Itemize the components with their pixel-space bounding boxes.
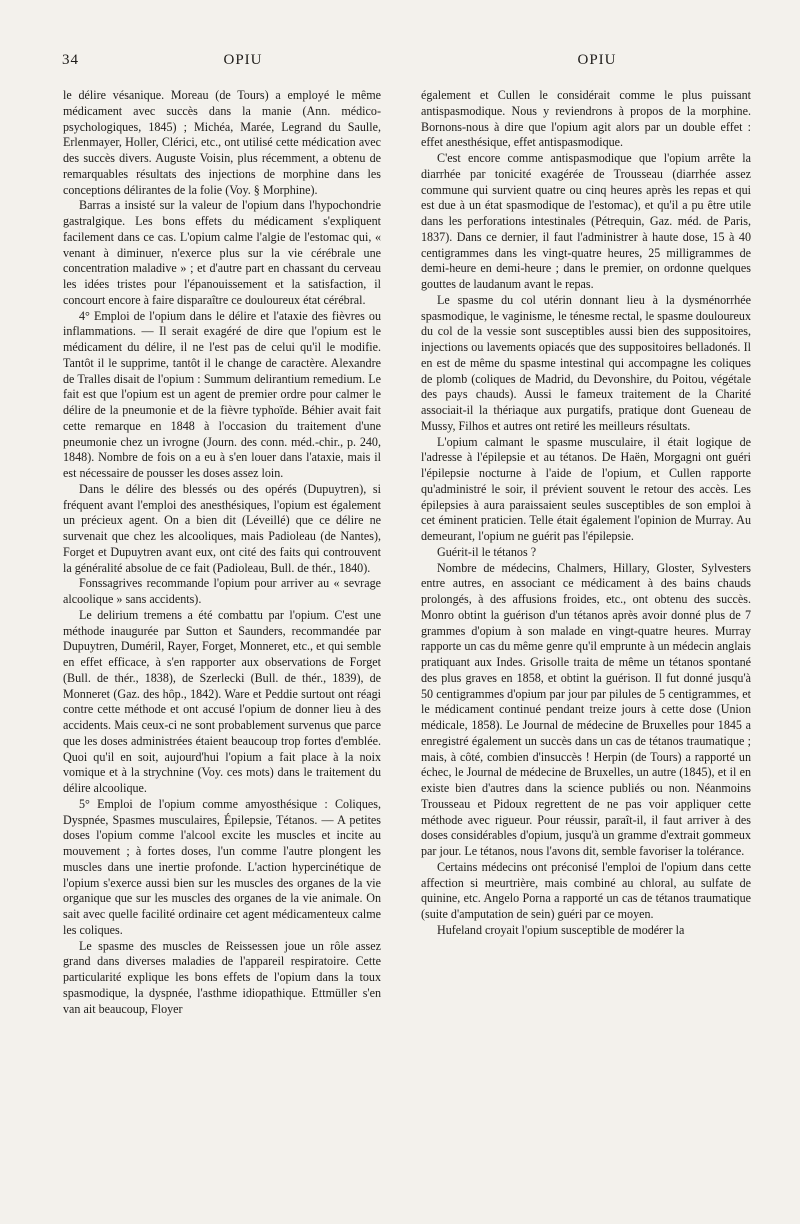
paragraph: Fonssagrives recommande l'opium pour arriver au « sevrage alcoolique » sans accidents).: [63, 576, 381, 606]
paragraph: également et Cullen le considérait comme le plus puissant antispasmodique. Nous y reviendrons à propos de la morphine. Bornons-nous à dire que l'opium agit alors par un double effet : effet anesthésique, effet antispasmodique.: [421, 88, 751, 150]
paragraph: Le spasme des muscles de Reissessen joue un rôle assez grand dans diverses maladies de l'appareil respiratoire. Cette particularité explique les bons effets de l'opium dans la toux spasmodique, la dyspnée, l'asthme idiopathique. Ettmüller s'en van ait beaucoup, Floyer: [63, 938, 381, 1016]
paragraph: C'est encore comme antispasmodique que l'opium arrête la diarrhée par tonicité exagérée de Trousseau (diarrhée assez commune qui survient quatre ou cinq heures après les repas et qui est due à un état spasmodique de l'estomac), et qu'il a pu être utile dans les perforations intestinales (Pétrequin, Gaz. méd. de Paris, 1837). Dans ce dernier, il faut l'administrer à haute dose, 15 à 40 centigrammes dans les vingt-quatre heures, 25 milligrammes de demi-heure en demi-heure ; dans le premier, on ordonne quelques gouttes de laudanum avant le repas.: [421, 151, 751, 291]
paragraph: Guérit-il le tétanos ?: [437, 544, 537, 559]
paragraph: Barras a insisté sur la valeur de l'opium dans l'hypochondrie gastralgique. Les bons effets du médicament s'expliquent facilement dans ce cas. L'opium calme l'algie de l'estomac qui, « venant à diminuer, n'exerce plus sur la vie cérébrale une concentration maladive » ; et d'autre part en chassant du cerveau les idées tristes pour l'épanouissement et la satisfaction, il concourt encore à faire disparaître ce douloureux état cérébral.: [63, 198, 381, 307]
running-head-left: OPIU: [223, 52, 263, 68]
paragraph: Nombre de médecins, Chalmers, Hillary, Gloster, Sylvesters entre autres, en associant ce médicament à des bains chauds prolongés, à des affusions froides, etc., ont obtenu des succès. Monro obtint la guérison d'un tétanos après avoir donné plus de 7 grammes d'opium à son malade en vingt-quatre heures. Murray rapporte un cas du même genre qu'il emprunte à un médecin anglais pratiquant aux Indes. Grisolle traita de même un tétanos spontané des plus graves en 1858, et obtint la guérison. Il fut donné jusqu'à 50 centigrammes d'opium par jour par pilules de 5 centigrammes, et le médicament continué pendant treize jours à cette dose (Union médicale, 1858). Le Journal de médecine de Bruxelles pour 1845 a enregistré également un succès dans un cas de tétanos traumatique ; mais, à côté, combien d'insuccès ! Herpin (de Tours) a rapporté un échec, le Journal de médecine de Bruxelles, un autre (1845), et il en existe bien d'autres dans la science publiés ou non. Néanmoins Trousseau et Pidoux regrettent de ne pas voir appliquer cette méthode avec rigueur. Pour réussir, paraît-il, il faut arriver à des doses considérables d'opium, jusqu'à un gramme d'extrait gommeux par jour. Le tétanos, nous l'avons dit, semble favoriser la tolérance.: [421, 560, 751, 858]
paragraph: le délire vésanique. Moreau (de Tours) a employé le même médicament avec succès dans la manie (Ann. médico-psychologiques, 1845) ; Michéa, Marée, Legrand du Saulle, Erlenmayer, Holler, Clérici, etc., ont utilisé cette médication avec des succès divers. Auguste Voisin, plus récemment, a obtenu de remarquables résultats des injections de morphine dans les conceptions délirantes de la folie (Voy. § Morphine).: [63, 88, 381, 197]
running-head-right: OPIU: [577, 52, 617, 68]
paragraph: Hufeland croyait l'opium susceptible de modérer la: [437, 922, 685, 937]
paragraph: Dans le délire des blessés ou des opérés (Dupuytren), si fréquent avant l'emploi des anesthésiques, l'opium est également un précieux agent. On a bien dit (Léveillé) que ce délire ne survenait que chez les alcooliques, mais Padioleau (de Nantes), Forget et Dupuytren avant eux, ont cité des faits qui controuvent la généralité absolue de ce fait (Padioleau, Bull. de thér., 1840).: [63, 481, 381, 575]
paragraph: Le spasme du col utérin donnant lieu à la dysménorrhée spasmodique, le vaginisme, le ténesme rectal, le spasme douloureux du col de la vessie sont susceptibles aussi bien des suppositoires, injections ou lavements opiacés que des suppositoires belladonés. Il en est de même du spasme intestinal qui accompagne les coliques de plomb (coliques de Madrid, du Devonshire, du Poitou, végétale des pays chauds). Aussi le fameux traitement de la Charité associait-il la thériaque aux purgatifs, pratique dont Gueneau de Mussy, Filhos et autres ont retiré les meilleurs résultats.: [421, 292, 751, 433]
right-column: [421, 88, 751, 939]
left-column: [63, 88, 381, 1017]
page-header: [62, 52, 762, 74]
paragraph: Certains médecins ont préconisé l'emploi de l'opium dans cette affection si meurtrière, mais combiné au chloral, au sulfate de quinine, etc. Angelo Porna a rapporté un cas de tétanos traumatique (suite d'amputation de sein) guéri par ce moyen.: [421, 859, 751, 921]
page-number: 34: [62, 52, 79, 68]
section-paragraph: 4° Emploi de l'opium dans le délire et l'ataxie des fièvres ou inflammations. — Il serait exagéré de dire que l'opium est le médicament du délire, il ne l'est pas de celui qu'il le modifie. Tantôt il le supprime, tantôt il le change de caractère. Alexandre de Tralles disait de l'opium : Summum delirantium remedium. Le fait est que l'opium est un agent de premier ordre pour calmer le délire de la pneumonie et de la fièvre typhoïde. Béhier avait fait cette remarque en 1848 à l'occasion du traitement d'une pneumonie chez un ivrogne (Journ. des conn. méd.-chir., p. 240, 1848). Nombre de fois on a eu à s'en louer dans l'ataxie, mais il est nécessaire de pousser les doses assez loin.: [63, 308, 381, 480]
paragraph: Le delirium tremens a été combattu par l'opium. C'est une méthode inaugurée par Sutton et Saunders, recommandée par Dupuytren, Duméril, Rayer, Forget, Monneret, etc., et qui semble en effet efficace, à s'en rapporter aux observations de Forget (Bull. de thér., 1838), de Szerlecki (Bull. de thér., 1839), de Monneret (Gaz. des hôp., 1842). Ware et Peddie surtout ont réagi contre cette méthode et ont accusé l'opium de donner lieu à des accidents. Mais ceux-ci ne sont probablement survenus que parce que les doses administrées étaient beaucoup trop fortes d'emblée. Quoi qu'il en soit, aujourd'hui l'opium a fait place à la noix vomique et à la strychnine (Voy. ces mots) dans le traitement du délire alcoolique.: [63, 607, 381, 795]
paragraph: L'opium calmant le spasme musculaire, il était logique de l'adresse à l'épilepsie et au tétanos. De Haën, Morgagni ont guéri l'épilepsie nocturne à l'aide de l'opium, et Cullen rapporte qu'administré le soir, il prévient souvent le retour des accès. Les épilepsies à aura paraissaient seules susceptibles de son emploi à cet éminent praticien. Telle était également l'opinion de Murray. Au demeurant, l'opium ne guérit pas l'épilepsie.: [421, 434, 751, 543]
section-paragraph: 5° Emploi de l'opium comme amyosthésique : Coliques, Dyspnée, Spasmes musculaires, Épilepsie, Tétanos. — A petites doses l'opium comme l'alcool excite les muscles et incite au mouvement ; à fortes doses, l'un comme l'autre plongent les muscles dans une inertie profonde. L'action hypercinétique de l'opium s'exerce aussi bien sur les muscles des organes de la vie organique que sur les muscles des organes de la vie animale. On sait avec quelle facilité ordinaire cet agent médicamenteux calme les coliques.: [63, 796, 381, 937]
